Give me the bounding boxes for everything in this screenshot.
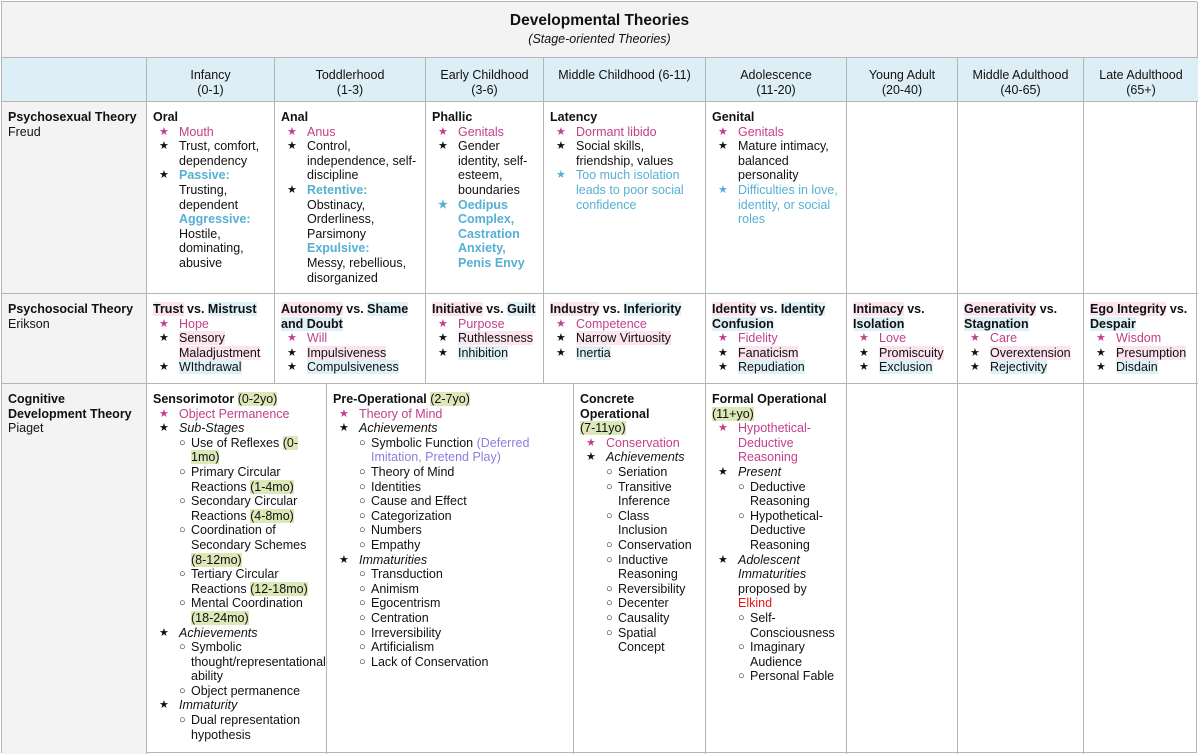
- list-item: [281, 183, 419, 285]
- stage-positive: Trust: [153, 302, 184, 316]
- stage-name: Middle Adulthood: [972, 68, 1069, 82]
- list-item: [964, 360, 1077, 375]
- list-item: ○ Deductive Reasoning: [738, 480, 840, 509]
- malignancy: Inertia: [576, 345, 611, 360]
- age-badge: (1-4mo): [250, 479, 294, 494]
- age-badge: (4-8mo): [250, 508, 294, 523]
- freud-empty-middle-adulthood: [958, 102, 1084, 294]
- stage-name: Middle Childhood (6-11): [558, 68, 691, 82]
- list-item: ★ Competence: [550, 317, 699, 332]
- vs-text: vs.: [486, 302, 504, 316]
- age-badge: (12-18mo): [250, 581, 308, 596]
- aggressive-label: Aggressive:: [179, 212, 251, 227]
- stage-title: [964, 302, 1077, 331]
- piaget-empty-late-adulthood: [1084, 384, 1198, 754]
- list-item: ○ Identities: [359, 480, 567, 495]
- present-label: Present: [738, 464, 782, 479]
- list-item: ○ Theory of Mind: [359, 465, 567, 480]
- stage-negative: Identity Confusion: [712, 302, 826, 331]
- list-item: ★ Hypothetical-Deductive Reasoning: [712, 421, 840, 465]
- list-item: ○ Inductive Reasoning: [606, 553, 699, 582]
- substage-name: Secondary Circular Reactions: [191, 494, 298, 523]
- malignancy: Exclusion: [879, 360, 933, 375]
- list-item: [179, 465, 320, 494]
- list-item: ○ Irreversibility: [359, 626, 567, 641]
- stage-title: Latency: [550, 110, 598, 124]
- list-item: ★ Anus: [281, 125, 419, 140]
- stage-name: Infancy: [190, 68, 231, 82]
- list-item: ○ Egocentrism: [359, 596, 567, 611]
- stage-range: (0-1): [197, 82, 224, 97]
- stage-title: [1090, 302, 1192, 331]
- list-item: [179, 494, 320, 523]
- malignancy: Compulsiveness: [307, 360, 399, 375]
- freud-latency: [544, 102, 706, 294]
- stage-range: (20-40): [881, 82, 923, 97]
- stage-title: Genital: [712, 110, 755, 124]
- list-item: [550, 331, 699, 346]
- freud-anal: [275, 102, 426, 294]
- substage-name: Use of Reflexes: [191, 435, 280, 450]
- header-infancy: [147, 58, 275, 102]
- stage-positive: Autonomy: [281, 302, 343, 316]
- list-item: ○ Seriation: [606, 465, 699, 480]
- vs-text: vs.: [907, 302, 925, 316]
- stage-range: (1-3): [336, 82, 364, 97]
- stage-title: [432, 302, 537, 317]
- list-item: [853, 360, 951, 375]
- erikson-stage-7: [958, 294, 1084, 384]
- header-middle-childhood: [544, 58, 706, 102]
- list-item: ★ Care: [964, 331, 1077, 346]
- list-item: ★ Theory of Mind: [333, 407, 567, 422]
- vs-text: vs.: [602, 302, 621, 316]
- maladaptation: Ruthlessness: [458, 331, 534, 346]
- list-item: ○ Cause and Effect: [359, 494, 567, 509]
- theory-author: Erikson: [8, 316, 50, 331]
- achievements-label: Achievements: [179, 625, 258, 640]
- stage-negative: Guilt: [507, 302, 536, 316]
- theory-name: Cognitive Development Theory: [8, 392, 132, 421]
- malignancy: Disdain: [1116, 360, 1158, 375]
- malignancy: Repudiation: [738, 360, 805, 375]
- freud-oral: [147, 102, 275, 294]
- stage-name: Adolescence: [740, 68, 812, 82]
- vs-text: vs.: [346, 302, 364, 316]
- stage-name: Sensorimotor: [153, 392, 235, 406]
- stage-title: [153, 302, 268, 317]
- maladaptation: Narrow Virtuosity: [576, 331, 671, 346]
- substage-name: Primary Circular Reactions: [191, 464, 281, 494]
- list-item: ○ Personal Fable: [738, 669, 840, 684]
- symbolic-function: Symbolic Function: [371, 435, 474, 450]
- list-item: ○ Artificialism: [359, 640, 567, 655]
- list-item: ★ Mature intimacy, balanced personality: [712, 139, 840, 183]
- stage-negative: Isolation: [853, 316, 905, 331]
- list-item: ★ Genitals: [712, 125, 840, 140]
- list-item: ○ Categorization: [359, 509, 567, 524]
- list-item: [1090, 360, 1192, 375]
- vs-text: vs.: [187, 302, 205, 316]
- piaget-sensorimotor: [147, 384, 327, 754]
- list-item: ○ Self-Consciousness: [738, 611, 840, 640]
- list-item: [550, 346, 699, 361]
- list-item: ○ Hypothetical-Deductive Reasoning: [738, 509, 840, 553]
- list-item: [580, 450, 699, 654]
- list-item: ○ Numbers: [359, 523, 567, 538]
- stage-positive: Intimacy: [853, 302, 904, 316]
- list-item: [153, 421, 320, 625]
- list-item: ○ Spatial Concept: [606, 626, 699, 655]
- list-item: [153, 360, 268, 375]
- list-item: ★ Wisdom: [1090, 331, 1192, 346]
- erikson-stage-2: [275, 294, 426, 384]
- list-item: ★ Too much isolation leads to poor social confidence: [550, 168, 699, 212]
- age-badge: (7-11yo): [580, 421, 626, 436]
- substage-name: Tertiary Circular Reactions: [191, 567, 279, 596]
- age-badge: (18-24mo): [191, 610, 249, 625]
- expulsive-text: Messy, rebellious, disorganized: [307, 255, 407, 285]
- proposed-text: proposed by: [738, 581, 807, 596]
- table-title: [2, 2, 1198, 58]
- list-item: ★ Hope: [153, 317, 268, 332]
- freud-phallic: [426, 102, 544, 294]
- retentive-text: Obstinacy, Orderliness, Parsimony: [307, 197, 375, 241]
- piaget-formal-operational: [706, 384, 847, 754]
- adolescent-label: Adolescent Immaturities: [738, 552, 807, 582]
- proposer-name: Elkind: [738, 596, 773, 611]
- piaget-empty-middle-adulthood: [958, 384, 1084, 754]
- page-title: Developmental Theories: [509, 12, 690, 29]
- maladaptation: Impulsiveness: [307, 345, 387, 360]
- erikson-stage-4: [544, 294, 706, 384]
- aggressive-text: Hostile, dominating, abusive: [179, 226, 244, 270]
- stage-negative: Despair: [1090, 316, 1136, 331]
- erikson-stage-1: [147, 294, 275, 384]
- list-item: [359, 436, 567, 465]
- immaturity-label: Immaturity: [179, 698, 238, 713]
- list-item: ○ Centration: [359, 611, 567, 626]
- list-item: [712, 553, 840, 684]
- list-item: ★ Gender identity, self-esteem, boundaries: [432, 139, 537, 197]
- stage-title: [712, 302, 840, 331]
- theory-name: Psychosexual Theory: [8, 110, 137, 124]
- age-badge: (2-7yo): [430, 392, 470, 406]
- stage-title: [550, 302, 699, 317]
- list-item: ○ Lack of Conservation: [359, 655, 567, 670]
- list-item: [432, 331, 537, 346]
- retentive-label: Retentive:: [307, 182, 368, 197]
- list-item: [281, 346, 419, 361]
- list-item: [853, 346, 951, 361]
- freud-genital: [706, 102, 847, 294]
- list-item: [281, 360, 419, 375]
- erikson-stage-5: [706, 294, 847, 384]
- stage-name: Early Childhood: [440, 68, 529, 82]
- list-item: ○ Class Inclusion: [606, 509, 699, 538]
- list-item: [333, 553, 567, 670]
- stage-negative: Shame and Doubt: [281, 302, 409, 331]
- header-late-adulthood: [1084, 58, 1198, 102]
- stage-name: Late Adulthood: [1099, 68, 1183, 82]
- piaget-concrete-operational: [574, 384, 706, 754]
- list-item: ○ Reversibility: [606, 582, 699, 597]
- vs-text: vs.: [1169, 302, 1188, 316]
- age-badge: (8-12mo): [191, 552, 242, 567]
- list-item: [432, 346, 537, 361]
- achievements-label: Achievements: [606, 450, 685, 465]
- expulsive-label: Expulsive:: [307, 241, 370, 256]
- substage-name: Mental Coordination: [191, 596, 303, 611]
- list-item: ★ Will: [281, 331, 419, 346]
- stage-name: Toddlerhood: [315, 68, 385, 82]
- stage-title: [853, 302, 951, 331]
- stage-title: [281, 302, 419, 331]
- stage-title: [580, 392, 699, 436]
- list-item: [179, 523, 320, 567]
- stage-name: Pre-Operational: [333, 392, 427, 406]
- header-middle-adulthood: [958, 58, 1084, 102]
- list-item: ★ Social skills, friendship, values: [550, 139, 699, 168]
- maladaptation: Overextension: [990, 345, 1071, 360]
- stage-name: Formal Operational: [712, 392, 827, 406]
- list-item: ★ Fidelity: [712, 331, 840, 346]
- list-item: [153, 168, 268, 270]
- list-item: [333, 421, 567, 552]
- list-item: ★ Purpose: [432, 317, 537, 332]
- age-badge: (11+yo): [712, 406, 754, 421]
- header-toddlerhood: [275, 58, 426, 102]
- list-item: ★ Control, independence, self-discipline: [281, 139, 419, 183]
- symbolic-note: (Deferred Imitation, Pretend Play): [371, 435, 530, 465]
- list-item: [964, 346, 1077, 361]
- theory-name: Psychosocial Theory: [8, 302, 134, 316]
- substages-label: Sub-Stages: [179, 421, 245, 436]
- list-item: [153, 625, 326, 699]
- stage-name: Young Adult: [868, 68, 936, 82]
- list-item: ○ Causality: [606, 611, 699, 626]
- substage-name: Coordination of Secondary Schemes: [191, 523, 307, 552]
- list-item: ★ Genitals: [432, 125, 537, 140]
- list-item: ★ Love: [853, 331, 951, 346]
- list-item: ★ Difficulties in love, identity, or social roles: [712, 183, 840, 227]
- stage-title: Oral: [153, 110, 179, 124]
- malignancy: Rejectivity: [990, 360, 1047, 375]
- list-item: ○ Animism: [359, 582, 567, 597]
- list-item: ○ Imaginary Audience: [738, 640, 840, 669]
- header-adolescence: [706, 58, 847, 102]
- list-item: [712, 360, 840, 375]
- list-item: ★ Mouth: [153, 125, 268, 140]
- list-item: ○ Dual representation hypothesis: [179, 713, 320, 742]
- stage-positive: Industry: [550, 302, 600, 316]
- maladaptation: Sensory Maladjustment: [179, 331, 261, 360]
- list-item: [179, 567, 320, 596]
- age-badge: (0-1mo): [191, 435, 298, 465]
- theory-author: Piaget: [8, 421, 44, 436]
- vs-text: vs.: [1039, 302, 1058, 316]
- stage-name: Concrete Operational: [580, 392, 650, 421]
- stage-title: [712, 392, 840, 421]
- stage-range: (11-20): [756, 82, 796, 97]
- list-item: ○ Conservation: [606, 538, 699, 553]
- header-early-childhood: [426, 58, 544, 102]
- passive-label: Passive:: [179, 168, 230, 183]
- list-item: [179, 596, 320, 625]
- list-item: [1090, 346, 1192, 361]
- list-item: [179, 436, 320, 465]
- list-item: ★ Object Permanence: [153, 407, 320, 422]
- stage-negative: Inferiority: [623, 302, 682, 316]
- list-item: ○ Transitive Inference: [606, 480, 699, 509]
- stage-positive: Generativity: [964, 302, 1037, 316]
- theory-author: Freud: [8, 124, 41, 139]
- list-item: ○ Empathy: [359, 538, 567, 553]
- vs-text: vs.: [759, 302, 778, 316]
- stage-negative: Stagnation: [964, 316, 1029, 331]
- row-header-erikson: [2, 294, 147, 384]
- row-header-freud: [2, 102, 147, 294]
- stage-title: [153, 392, 320, 407]
- stage-title: Anal: [281, 110, 309, 124]
- stage-title: [333, 392, 567, 407]
- stage-range: (65+): [1126, 82, 1156, 97]
- stage-positive: Initiative: [432, 302, 483, 316]
- list-item: ○ Decenter: [606, 596, 699, 611]
- list-item: ★ Oedipus Complex, Castration Anxiety, Penis Envy: [432, 198, 537, 271]
- list-item: [153, 698, 320, 742]
- stage-range: (40-65): [1000, 82, 1041, 97]
- row-header-piaget: [2, 384, 147, 754]
- piaget-preoperational: [327, 384, 574, 754]
- stage-positive: Ego Integrity: [1090, 302, 1167, 316]
- freud-empty-late-adulthood: [1084, 102, 1198, 294]
- stage-negative: Mistrust: [207, 302, 257, 316]
- list-item: ○ Symbolic thought/representational ability: [179, 640, 320, 684]
- maladaptation: Fanaticism: [738, 345, 799, 360]
- piaget-empty-young-adult: [847, 384, 958, 754]
- erikson-stage-6: [847, 294, 958, 384]
- list-item: ★ Dormant libido: [550, 125, 699, 140]
- list-item: ★ Conservation: [580, 436, 699, 451]
- stage-positive: Identity: [712, 302, 757, 316]
- list-item: ★ Trust, comfort, dependency: [153, 139, 268, 168]
- freud-empty-young-adult: [847, 102, 958, 294]
- stage-title: Phallic: [432, 110, 473, 124]
- malignancy: WIthdrawal: [179, 360, 242, 375]
- passive-text: Trusting, dependent: [179, 182, 239, 212]
- list-item: ○ Object permanence: [179, 684, 320, 699]
- list-item: [712, 346, 840, 361]
- erikson-stage-3: [426, 294, 544, 384]
- age-badge: (0-2yo): [237, 392, 278, 406]
- list-item: [712, 465, 840, 553]
- list-item: ○ Transduction: [359, 567, 567, 582]
- header-corner: [2, 58, 147, 102]
- erikson-stage-8: [1084, 294, 1198, 384]
- header-young-adult: [847, 58, 958, 102]
- maladaptation: Promiscuity: [879, 345, 944, 360]
- achievements-label: Achievements: [359, 421, 438, 436]
- theories-table: [1, 1, 1197, 753]
- immaturities-label: Immaturities: [359, 552, 428, 567]
- page-subtitle: (Stage-oriented Theories): [528, 32, 671, 46]
- list-item: [153, 331, 268, 360]
- stage-range: (3-6): [471, 82, 498, 97]
- malignancy: Inhibition: [458, 345, 509, 360]
- maladaptation: Presumption: [1116, 345, 1187, 360]
